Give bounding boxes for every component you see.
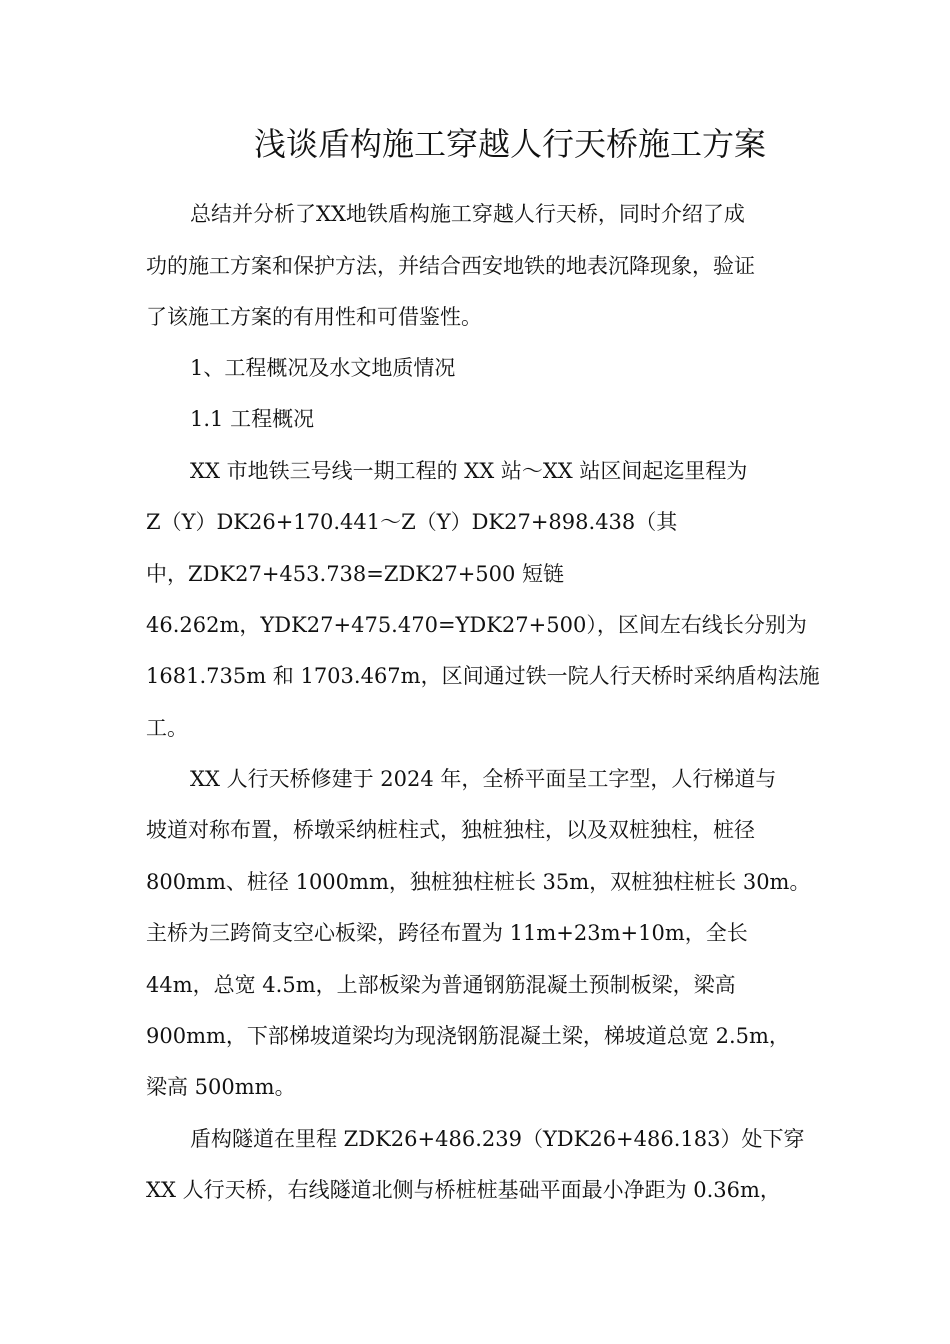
paragraph-line: 梁高 500mm。: [146, 1075, 296, 1099]
paragraph-line: 800mm、桩径 1000mm，独桩独柱桩长 35m，双桩独柱桩长 30m。: [146, 870, 811, 894]
abstract-line-2: 功的施工方案和保护方法，并结合西安地铁的地表沉降现象，验证: [146, 254, 755, 278]
abstract-line-1: 总结并分析了XX地铁盾构施工穿越人行天桥，同时介绍了成: [190, 202, 745, 226]
abstract-line-3: 了该施工方案的有用性和可借鉴性。: [146, 305, 482, 329]
paragraph-line: 44m，总宽 4.5m，上部板梁为普通钢筋混凝土预制板梁，梁高: [146, 973, 736, 997]
paragraph-line: XX 人行天桥修建于 2024 年，全桥平面呈工字型，人行梯道与: [190, 767, 777, 791]
paragraph-line: 46.262m，YDK27+475.470=YDK27+500），区间左右线长分别为: [146, 613, 807, 637]
document-title: 浅谈盾构施工穿越人行天桥施工方案: [253, 125, 766, 163]
paragraph-line: 中，ZDK27+453.738=ZDK27+500 短链: [146, 562, 565, 586]
section-heading-1: 1、工程概况及水文地质情况: [190, 356, 456, 380]
paragraph-line: 1681.735m 和 1703.467m，区间通过铁一院人行天桥时采纳盾构法施: [146, 664, 820, 688]
paragraph-line: 坡道对称布置，桥墩采纳桩柱式，独桩独柱，以及双桩独柱，桩径: [146, 818, 755, 842]
paragraph-line: XX 人行天桥，右线隧道北侧与桥桩桩基础平面最小净距为 0.36m，: [146, 1178, 781, 1202]
subsection-heading-1-1: 1.1 工程概况: [190, 407, 315, 431]
paragraph-line: Z（Y）DK26+170.441～Z（Y）DK27+898.438（其: [146, 510, 678, 534]
paragraph-line: 工。: [146, 716, 188, 740]
paragraph-line: 900mm，下部梯坡道梁均为现浇钢筋混凝土梁，梯坡道总宽 2.5m，: [146, 1024, 790, 1048]
paragraph-line: 主桥为三跨简支空心板梁，跨径布置为 11m+23m+10m，全长: [146, 921, 748, 945]
paragraph-line: 盾构隧道在里程 ZDK26+486.239（YDK26+486.183）处下穿: [190, 1127, 805, 1151]
paragraph-line: XX 市地铁三号线一期工程的 XX 站～XX 站区间起迄里程为: [190, 459, 748, 483]
